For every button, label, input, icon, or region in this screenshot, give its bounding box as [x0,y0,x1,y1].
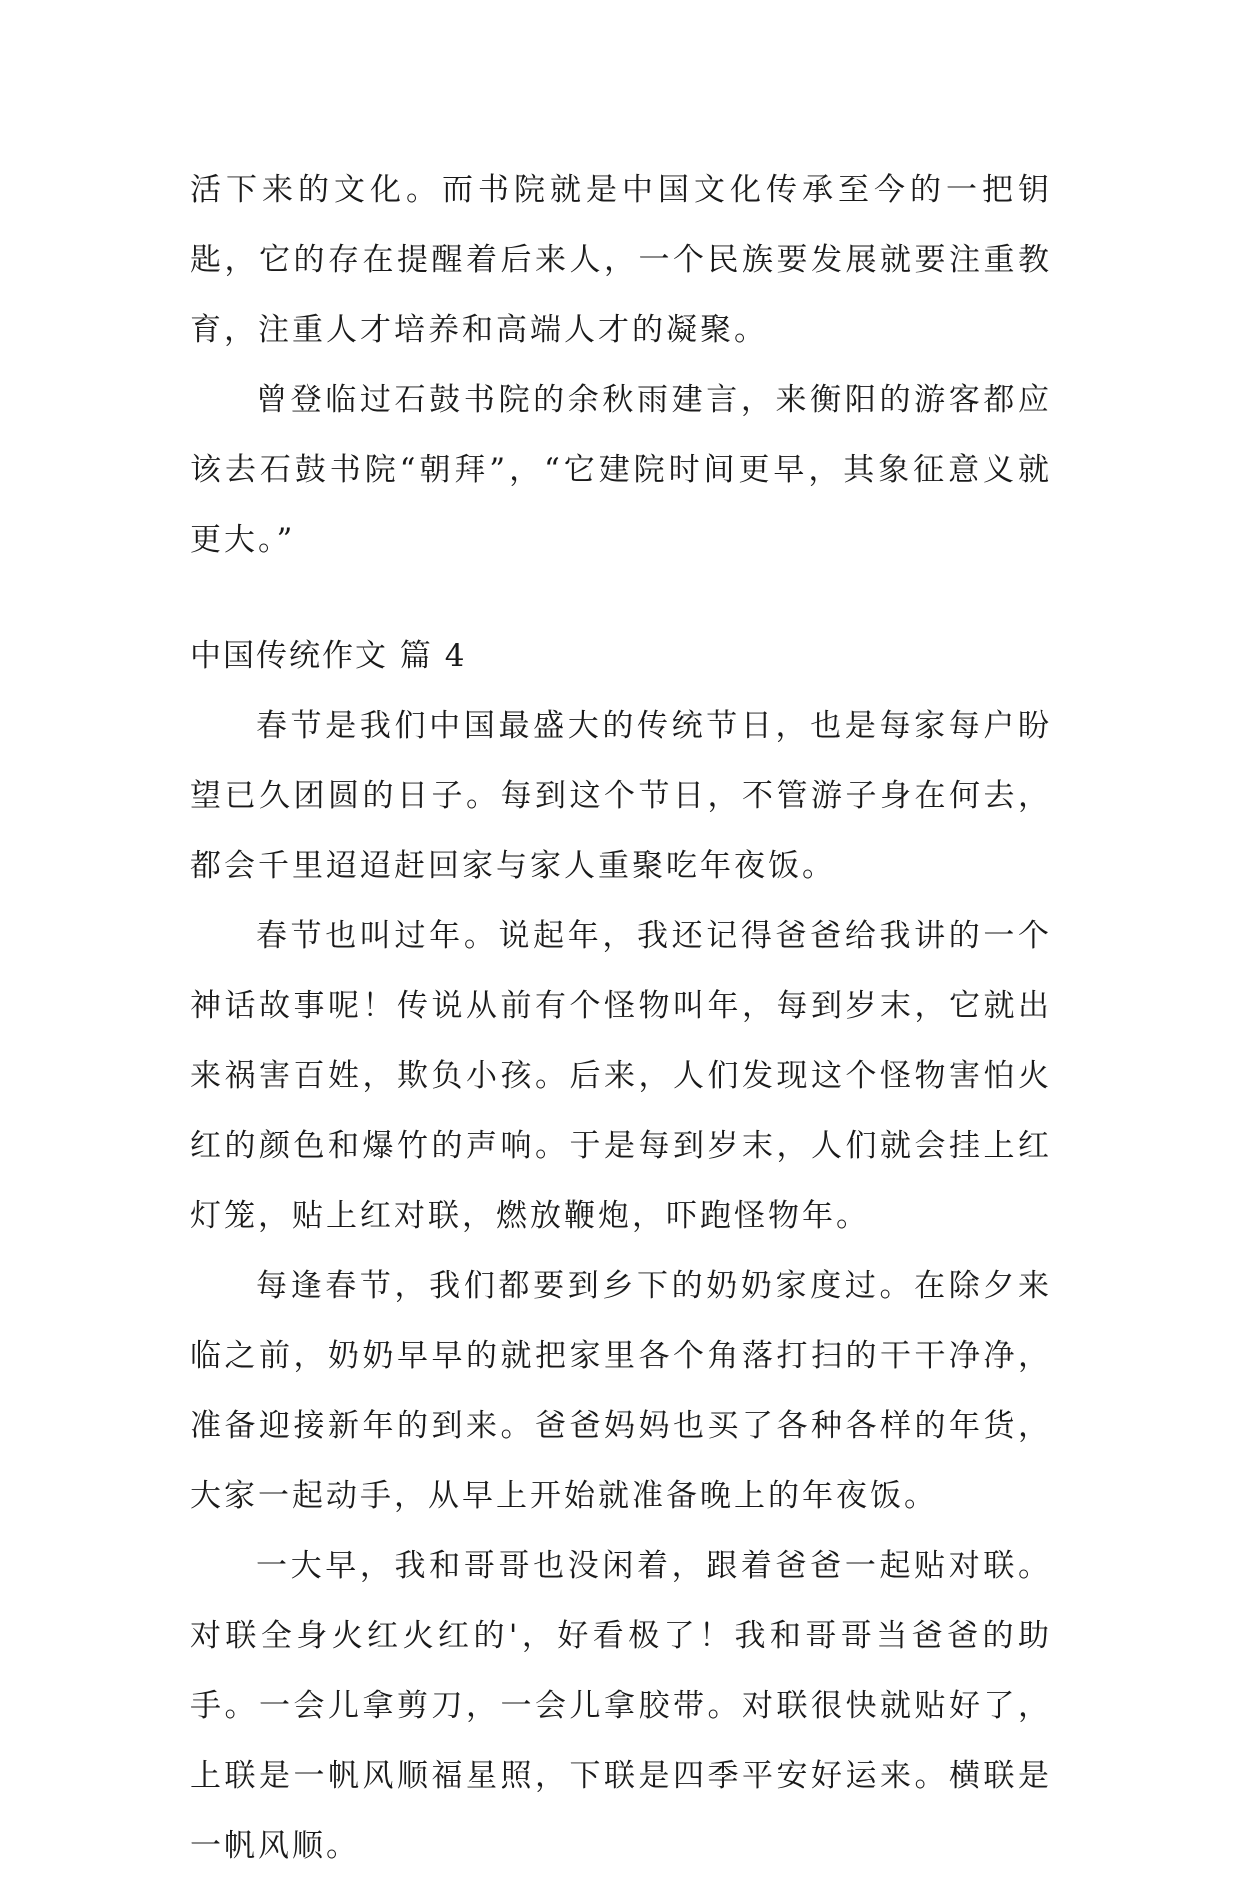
paragraph-continued: 活下来的文化。而书院就是中国文化传承至今的一把钥匙，它的存在提醒着后来人，一个民族要发展就要注重教育，注重人才培养和高端人才的凝聚。 [190,172,1052,348]
paragraph-grandma-home: 每逢春节，我们都要到乡下的奶奶家度过。在除夕来临之前，奶奶早早的就把家里各个角落打扫的干干净净，准备迎接新年的到来。爸爸妈妈也买了各种各样的年货，大家一起动手，从早上开始就准备晚上的年夜饭。 [190,1268,1052,1514]
paragraph-couplets: 一大早，我和哥哥也没闲着，跟着爸爸一起贴对联。对联全身火红火红的'，好看极了！我和哥哥当爸爸的助手。一会儿拿剪刀，一会儿拿胶带。对联很快就贴好了，上联是一帆风顺福星照，下联是四季平安好运来。横联是一帆风顺。 [190,1548,1052,1864]
section-heading: 中国传统作文 篇 4 [190,638,467,674]
paragraph-nian-legend: 春节也叫过年。说起年，我还记得爸爸给我讲的一个神话故事呢！传说从前有个怪物叫年，每到岁末，它就出来祸害百姓，欺负小孩。后来，人们发现这个怪物害怕火红的颜色和爆竹的声响。于是每到岁末，人们就会挂上红灯笼，贴上红对联，燃放鞭炮，吓跑怪物年。 [190,918,1052,1234]
document-body [190,155,1052,1881]
paragraph-spring-festival-intro: 春节是我们中国最盛大的传统节日，也是每家每户盼望已久团圆的日子。每到这个节日，不管游子身在何去，都会千里迢迢赶回家与家人重聚吃年夜饭。 [190,708,1052,884]
paragraph-yu-qiuyu-quote: 曾登临过石鼓书院的余秋雨建言，来衡阳的游客都应该去石鼓书院“朝拜”，“它建院时间更早，其象征意义就更大。” [190,382,1052,558]
